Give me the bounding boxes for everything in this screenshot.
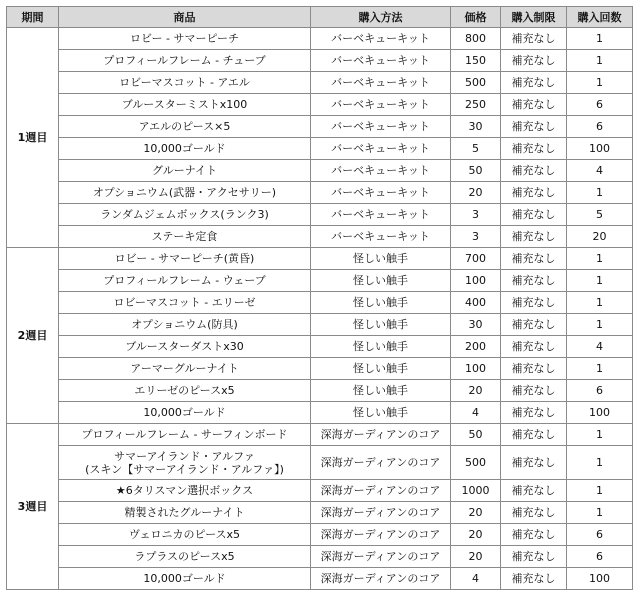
item-cell xyxy=(59,292,311,314)
table-row xyxy=(7,182,633,204)
count-cell: 100 xyxy=(567,568,633,590)
count-cell: 6 xyxy=(567,380,633,402)
price-cell: 800 xyxy=(451,28,501,50)
method-cell: 深海ガーディアンのコア xyxy=(311,502,451,524)
item-name-sub: (スキン【サマーアイランド・アルファ】) xyxy=(85,462,284,476)
table-row xyxy=(7,380,633,402)
item-cell xyxy=(59,248,311,270)
header-limit: 購入制限 xyxy=(501,7,567,28)
method-cell: 深海ガーディアンのコア xyxy=(311,568,451,590)
method-cell: 怪しい触手 xyxy=(311,270,451,292)
method-cell: 怪しい触手 xyxy=(311,292,451,314)
limit-cell: 補充なし xyxy=(501,358,567,380)
price-cell: 100 xyxy=(451,270,501,292)
method-cell: バーベキューキット xyxy=(311,182,451,204)
count-cell: 5 xyxy=(567,204,633,226)
item-name: オプショニウム(防具) xyxy=(131,318,238,331)
item-name: ランダムジェムボックス(ランク3) xyxy=(100,208,269,221)
table-header xyxy=(7,7,633,28)
header-row xyxy=(7,7,633,28)
item-cell xyxy=(59,28,311,50)
item-cell xyxy=(59,336,311,358)
count-cell: 4 xyxy=(567,160,633,182)
table-row xyxy=(7,116,633,138)
item-cell xyxy=(59,402,311,424)
method-cell: バーベキューキット xyxy=(311,94,451,116)
count-cell: 1 xyxy=(567,480,633,502)
count-cell: 6 xyxy=(567,524,633,546)
item-name: オプショニウム(武器・アクセサリー) xyxy=(92,186,277,199)
price-cell: 20 xyxy=(451,380,501,402)
item-name: ステーキ定食 xyxy=(151,230,218,243)
limit-cell: 補充なし xyxy=(501,182,567,204)
price-cell: 200 xyxy=(451,336,501,358)
table-row xyxy=(7,248,633,270)
limit-cell: 補充なし xyxy=(501,226,567,248)
item-name: 10,000ゴールド xyxy=(143,406,226,419)
count-cell: 1 xyxy=(567,28,633,50)
count-cell: 1 xyxy=(567,314,633,336)
method-cell: バーベキューキット xyxy=(311,72,451,94)
count-cell: 1 xyxy=(567,182,633,204)
item-name: ロビーマスコット - エリーゼ xyxy=(113,296,256,309)
table-row xyxy=(7,336,633,358)
price-cell: 5 xyxy=(451,138,501,160)
table-row xyxy=(7,226,633,248)
count-cell: 1 xyxy=(567,270,633,292)
item-name: プロフィールフレーム - ウェーブ xyxy=(103,274,266,287)
method-cell: バーベキューキット xyxy=(311,226,451,248)
period-cell: 3週目 xyxy=(7,424,59,590)
limit-cell: 補充なし xyxy=(501,402,567,424)
table-body xyxy=(7,28,633,590)
method-cell: 怪しい触手 xyxy=(311,336,451,358)
header-price: 価格 xyxy=(451,7,501,28)
price-cell: 50 xyxy=(451,160,501,182)
method-cell: バーベキューキット xyxy=(311,50,451,72)
item-name: ブルースターミストx100 xyxy=(121,98,248,111)
item-name: ロビーマスコット - アエル xyxy=(119,76,250,89)
item-name: ラプラスのピースx5 xyxy=(134,550,235,563)
price-cell: 20 xyxy=(451,182,501,204)
method-cell: 怪しい触手 xyxy=(311,380,451,402)
method-cell: バーベキューキット xyxy=(311,28,451,50)
limit-cell: 補充なし xyxy=(501,292,567,314)
item-cell xyxy=(59,524,311,546)
table-row xyxy=(7,314,633,336)
shop-table xyxy=(6,6,633,590)
item-cell xyxy=(59,160,311,182)
count-cell: 4 xyxy=(567,336,633,358)
count-cell: 1 xyxy=(567,502,633,524)
item-name: エリーゼのピースx5 xyxy=(134,384,235,397)
table-row xyxy=(7,524,633,546)
item-cell xyxy=(59,480,311,502)
count-cell: 6 xyxy=(567,94,633,116)
item-name: アーマーグルーナイト xyxy=(130,362,239,375)
method-cell: バーベキューキット xyxy=(311,138,451,160)
price-cell: 20 xyxy=(451,546,501,568)
item-cell xyxy=(59,546,311,568)
table-row xyxy=(7,204,633,226)
limit-cell: 補充なし xyxy=(501,524,567,546)
price-cell: 20 xyxy=(451,502,501,524)
item-cell xyxy=(59,182,311,204)
item-name: 10,000ゴールド xyxy=(143,572,226,585)
table-row xyxy=(7,568,633,590)
limit-cell: 補充なし xyxy=(501,204,567,226)
method-cell: バーベキューキット xyxy=(311,204,451,226)
method-cell: 深海ガーディアンのコア xyxy=(311,546,451,568)
method-cell: バーベキューキット xyxy=(311,160,451,182)
header-count: 購入回数 xyxy=(567,7,633,28)
item-name: サマーアイランド・アルファ xyxy=(114,449,255,463)
limit-cell: 補充なし xyxy=(501,314,567,336)
table-row xyxy=(7,402,633,424)
price-cell: 3 xyxy=(451,204,501,226)
count-cell: 1 xyxy=(567,248,633,270)
count-cell: 20 xyxy=(567,226,633,248)
limit-cell: 補充なし xyxy=(501,248,567,270)
item-cell xyxy=(59,94,311,116)
limit-cell: 補充なし xyxy=(501,480,567,502)
count-cell: 1 xyxy=(567,72,633,94)
limit-cell: 補充なし xyxy=(501,336,567,358)
method-cell: 怪しい触手 xyxy=(311,358,451,380)
item-name: 精製されたグルーナイト xyxy=(124,506,245,519)
method-cell: 深海ガーディアンのコア xyxy=(311,524,451,546)
item-cell xyxy=(59,568,311,590)
item-name: プロフィールフレーム - サーフィンボード xyxy=(81,428,288,441)
shop-table-container xyxy=(6,6,633,590)
count-cell: 100 xyxy=(567,402,633,424)
table-row xyxy=(7,28,633,50)
price-cell: 4 xyxy=(451,402,501,424)
item-cell xyxy=(59,502,311,524)
price-cell: 4 xyxy=(451,568,501,590)
table-row xyxy=(7,138,633,160)
header-item: 商品 xyxy=(59,7,311,28)
period-cell: 1週目 xyxy=(7,28,59,248)
limit-cell: 補充なし xyxy=(501,138,567,160)
item-cell xyxy=(59,50,311,72)
price-cell: 250 xyxy=(451,94,501,116)
table-row xyxy=(7,94,633,116)
table-row xyxy=(7,502,633,524)
limit-cell: 補充なし xyxy=(501,546,567,568)
item-cell xyxy=(59,204,311,226)
item-cell xyxy=(59,446,311,480)
method-cell: 深海ガーディアンのコア xyxy=(311,446,451,480)
period-cell: 2週目 xyxy=(7,248,59,424)
table-row xyxy=(7,160,633,182)
price-cell: 20 xyxy=(451,524,501,546)
table-row xyxy=(7,72,633,94)
item-cell xyxy=(59,358,311,380)
item-cell xyxy=(59,72,311,94)
item-name: アエルのピース×5 xyxy=(138,120,231,133)
limit-cell: 補充なし xyxy=(501,160,567,182)
item-cell xyxy=(59,314,311,336)
method-cell: バーベキューキット xyxy=(311,116,451,138)
price-cell: 30 xyxy=(451,116,501,138)
price-cell: 1000 xyxy=(451,480,501,502)
table-row xyxy=(7,480,633,502)
method-cell: 深海ガーディアンのコア xyxy=(311,480,451,502)
item-cell xyxy=(59,138,311,160)
limit-cell: 補充なし xyxy=(501,270,567,292)
count-cell: 100 xyxy=(567,138,633,160)
price-cell: 500 xyxy=(451,72,501,94)
limit-cell: 補充なし xyxy=(501,380,567,402)
item-name: ヴェロニカのピースx5 xyxy=(128,528,241,541)
limit-cell: 補充なし xyxy=(501,446,567,480)
table-row xyxy=(7,446,633,480)
count-cell: 1 xyxy=(567,358,633,380)
method-cell: 深海ガーディアンのコア xyxy=(311,424,451,446)
limit-cell: 補充なし xyxy=(501,94,567,116)
table-row xyxy=(7,292,633,314)
item-name: ロビー - サマーピーチ(黄昏) xyxy=(114,252,255,265)
limit-cell: 補充なし xyxy=(501,568,567,590)
limit-cell: 補充なし xyxy=(501,28,567,50)
limit-cell: 補充なし xyxy=(501,502,567,524)
price-cell: 400 xyxy=(451,292,501,314)
item-name: グルーナイト xyxy=(152,164,217,177)
method-cell: 怪しい触手 xyxy=(311,314,451,336)
method-cell: 怪しい触手 xyxy=(311,402,451,424)
count-cell: 1 xyxy=(567,446,633,480)
item-name: 10,000ゴールド xyxy=(143,142,226,155)
price-cell: 700 xyxy=(451,248,501,270)
table-row xyxy=(7,424,633,446)
item-cell xyxy=(59,226,311,248)
count-cell: 1 xyxy=(567,50,633,72)
item-cell xyxy=(59,424,311,446)
item-name: ブルースターダストx30 xyxy=(125,340,244,353)
price-cell: 3 xyxy=(451,226,501,248)
table-row xyxy=(7,270,633,292)
table-row xyxy=(7,358,633,380)
table-row xyxy=(7,50,633,72)
item-cell xyxy=(59,380,311,402)
count-cell: 1 xyxy=(567,292,633,314)
item-cell xyxy=(59,116,311,138)
price-cell: 500 xyxy=(451,446,501,480)
count-cell: 6 xyxy=(567,116,633,138)
price-cell: 30 xyxy=(451,314,501,336)
price-cell: 150 xyxy=(451,50,501,72)
limit-cell: 補充なし xyxy=(501,50,567,72)
item-name: プロフィールフレーム - チューブ xyxy=(103,54,266,67)
item-name: ★6タリスマン選択ボックス xyxy=(115,484,254,497)
count-cell: 1 xyxy=(567,424,633,446)
limit-cell: 補充なし xyxy=(501,72,567,94)
method-cell: 怪しい触手 xyxy=(311,248,451,270)
item-name: ロビー - サマーピーチ xyxy=(129,32,240,45)
limit-cell: 補充なし xyxy=(501,116,567,138)
header-method: 購入方法 xyxy=(311,7,451,28)
count-cell: 6 xyxy=(567,546,633,568)
price-cell: 50 xyxy=(451,424,501,446)
limit-cell: 補充なし xyxy=(501,424,567,446)
item-cell xyxy=(59,270,311,292)
price-cell: 100 xyxy=(451,358,501,380)
table-row xyxy=(7,546,633,568)
header-period: 期間 xyxy=(7,7,59,28)
